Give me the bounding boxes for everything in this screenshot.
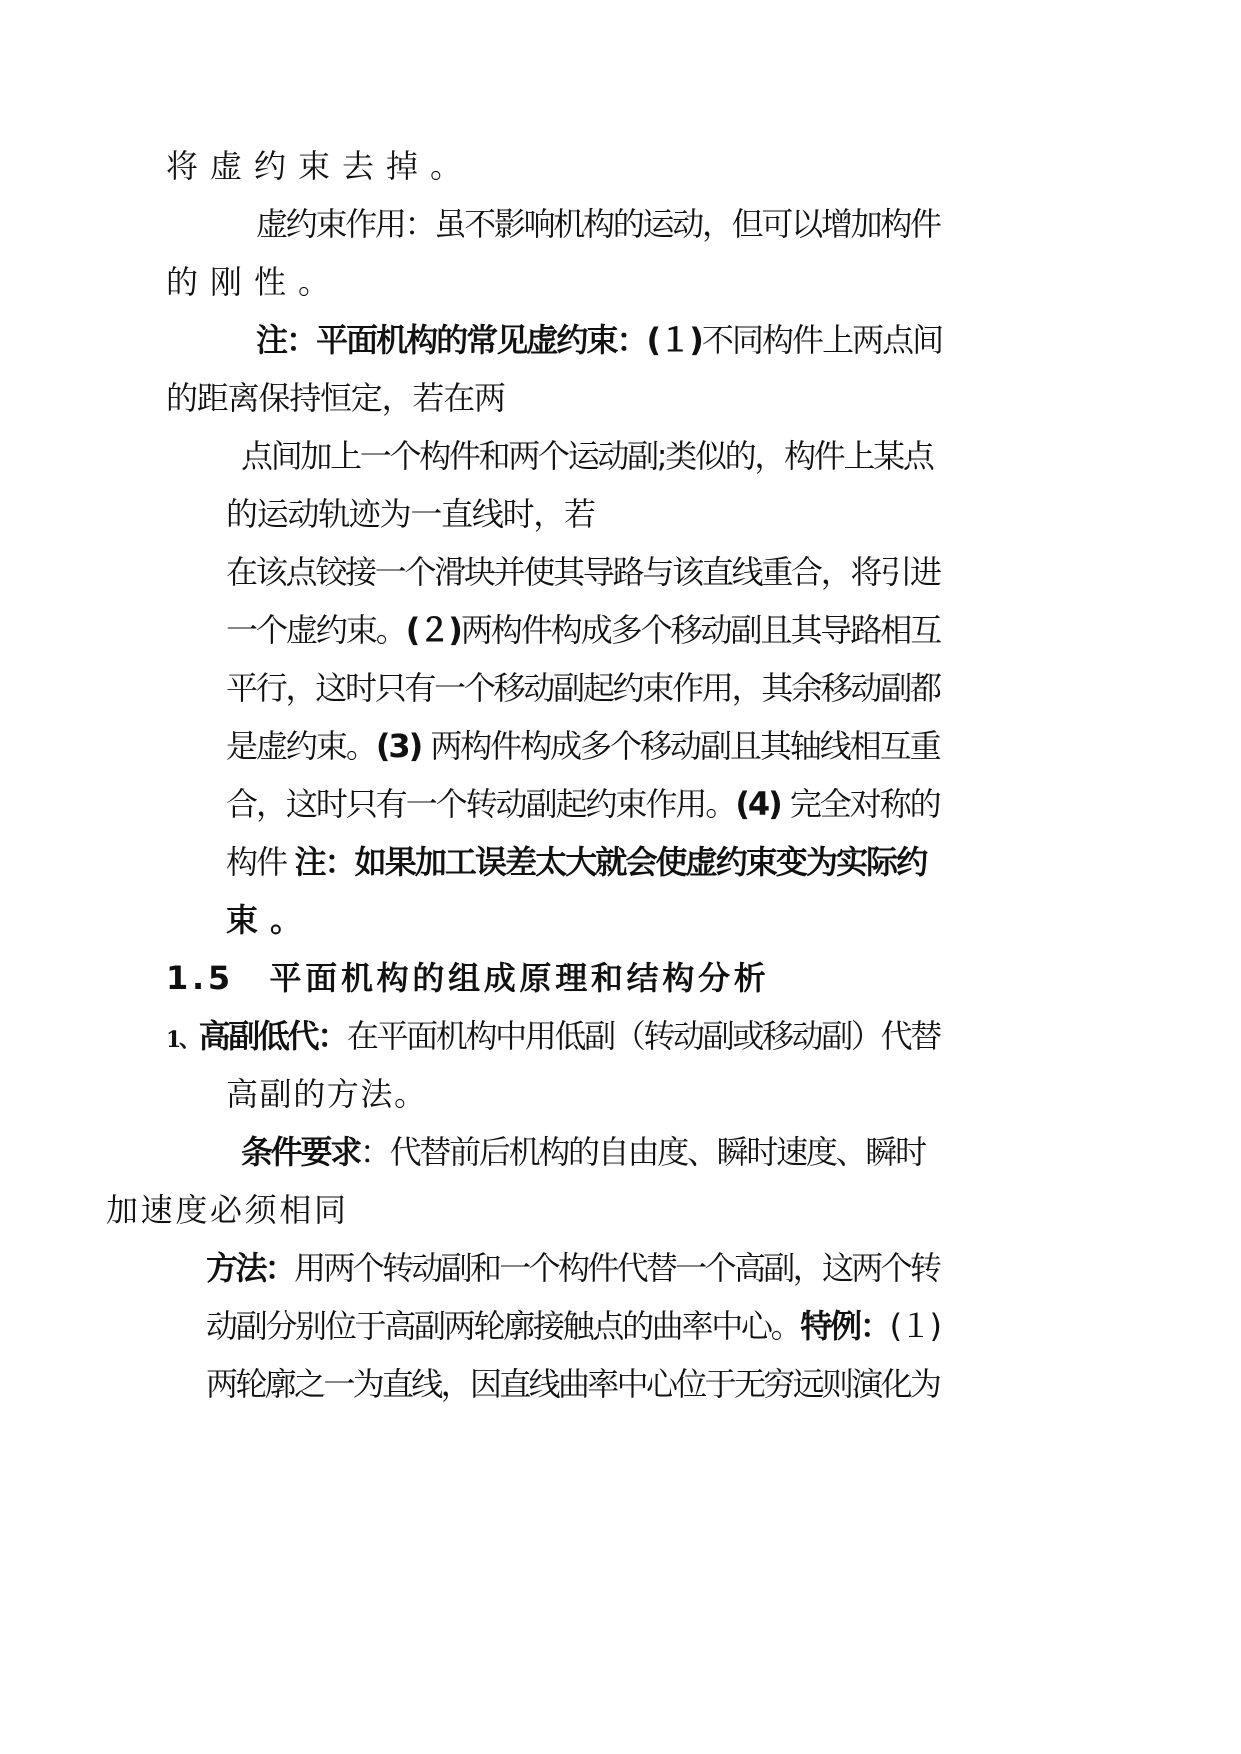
text-line (241, 1132, 925, 1172)
text-segment: 用两个转动副和一个构件代替一个高副，这两个转 (294, 1249, 940, 1287)
text-segment: 动副分别位于高副两轮廓接触点的曲率中心。 (206, 1307, 801, 1345)
text-line (206, 1364, 939, 1404)
text-line (166, 262, 342, 302)
text-line (226, 842, 926, 882)
text-line (206, 1248, 939, 1288)
bold-text: 注：平面机构的常见虚约束：(１) (256, 321, 702, 359)
text-segment: 的运动轨迹为一直线时，若 (226, 495, 595, 533)
text-segment: 两构件构成多个移动副且其导路相互 (460, 611, 941, 649)
bold-text: 束。 (226, 901, 315, 939)
text-segment: 1、 (166, 1027, 199, 1053)
bold-text: 1.5 平面机构的组成原理和结构分析 (166, 959, 770, 997)
text-segment: 两轮廓之一为直线，因直线曲率中心位于无穷远则演化为 (206, 1365, 940, 1403)
text-line (226, 1074, 428, 1114)
bold-text: (２) (405, 611, 461, 649)
text-line (166, 378, 505, 418)
text-segment: 的刚性。 (166, 263, 343, 301)
text-segment: 两构件构成多个移动副且其轴线相互重 (430, 727, 940, 765)
text-line (206, 1306, 940, 1346)
text-segment: 高副的方法。 (226, 1075, 428, 1113)
bold-text: (3) (375, 727, 431, 765)
text-segment: 在平面机构中用低副（转动副或移动副）代替 (346, 1017, 940, 1055)
text-line (256, 320, 942, 360)
bold-text: 注：如果加工误差太大就会使虚约束变为实际约 (294, 843, 927, 881)
text-line (256, 204, 940, 244)
text-line (166, 146, 474, 186)
text-line (226, 494, 595, 534)
bold-text: 方法： (206, 1249, 294, 1287)
text-segment: 的距离保持恒定，若在两 (166, 379, 505, 417)
section-heading (166, 958, 769, 998)
text-line (226, 668, 940, 708)
text-segment: 构件 (226, 843, 295, 881)
text-line (226, 610, 940, 650)
text-segment: 将虚约束去掉。 (166, 147, 475, 185)
text-line (241, 436, 933, 476)
text-segment: 在该点铰接一个滑块并使其导路与该直线重合，将引进 (226, 553, 940, 591)
text-line (226, 552, 940, 592)
text-line (226, 726, 940, 766)
bold-text: 高副低代： (198, 1017, 347, 1055)
text-line (166, 1016, 940, 1060)
text-line (226, 900, 314, 940)
bold-text: 特例： (800, 1307, 890, 1345)
text-line (106, 1190, 349, 1230)
text-segment: 是虚约束。 (226, 727, 376, 765)
text-segment: 合，这时只有一个转动副起约束作用。 (226, 785, 736, 823)
text-segment: 一个虚约束。 (226, 611, 406, 649)
text-segment: 不同构件上两点间 (701, 321, 943, 359)
text-line (226, 784, 940, 824)
bold-text: (4) (735, 785, 790, 823)
text-segment: 虚约束作用：虽不影响机构的运动，但可以增加构件 (256, 205, 940, 243)
text-segment: 完全对称的 (789, 785, 940, 823)
text-segment: 加速度必须相同 (106, 1191, 349, 1229)
text-segment: 点间加上一个构件和两个运动副;类似的，构件上某点 (241, 437, 933, 475)
bold-text: 条件要求 (241, 1133, 360, 1171)
text-segment: ：代替前后机构的自由度、瞬时速度、瞬时 (359, 1133, 925, 1171)
text-segment: (１) (889, 1307, 940, 1345)
text-segment: 平行，这时只有一个移动副起约束作用，其余移动副都 (226, 669, 940, 707)
